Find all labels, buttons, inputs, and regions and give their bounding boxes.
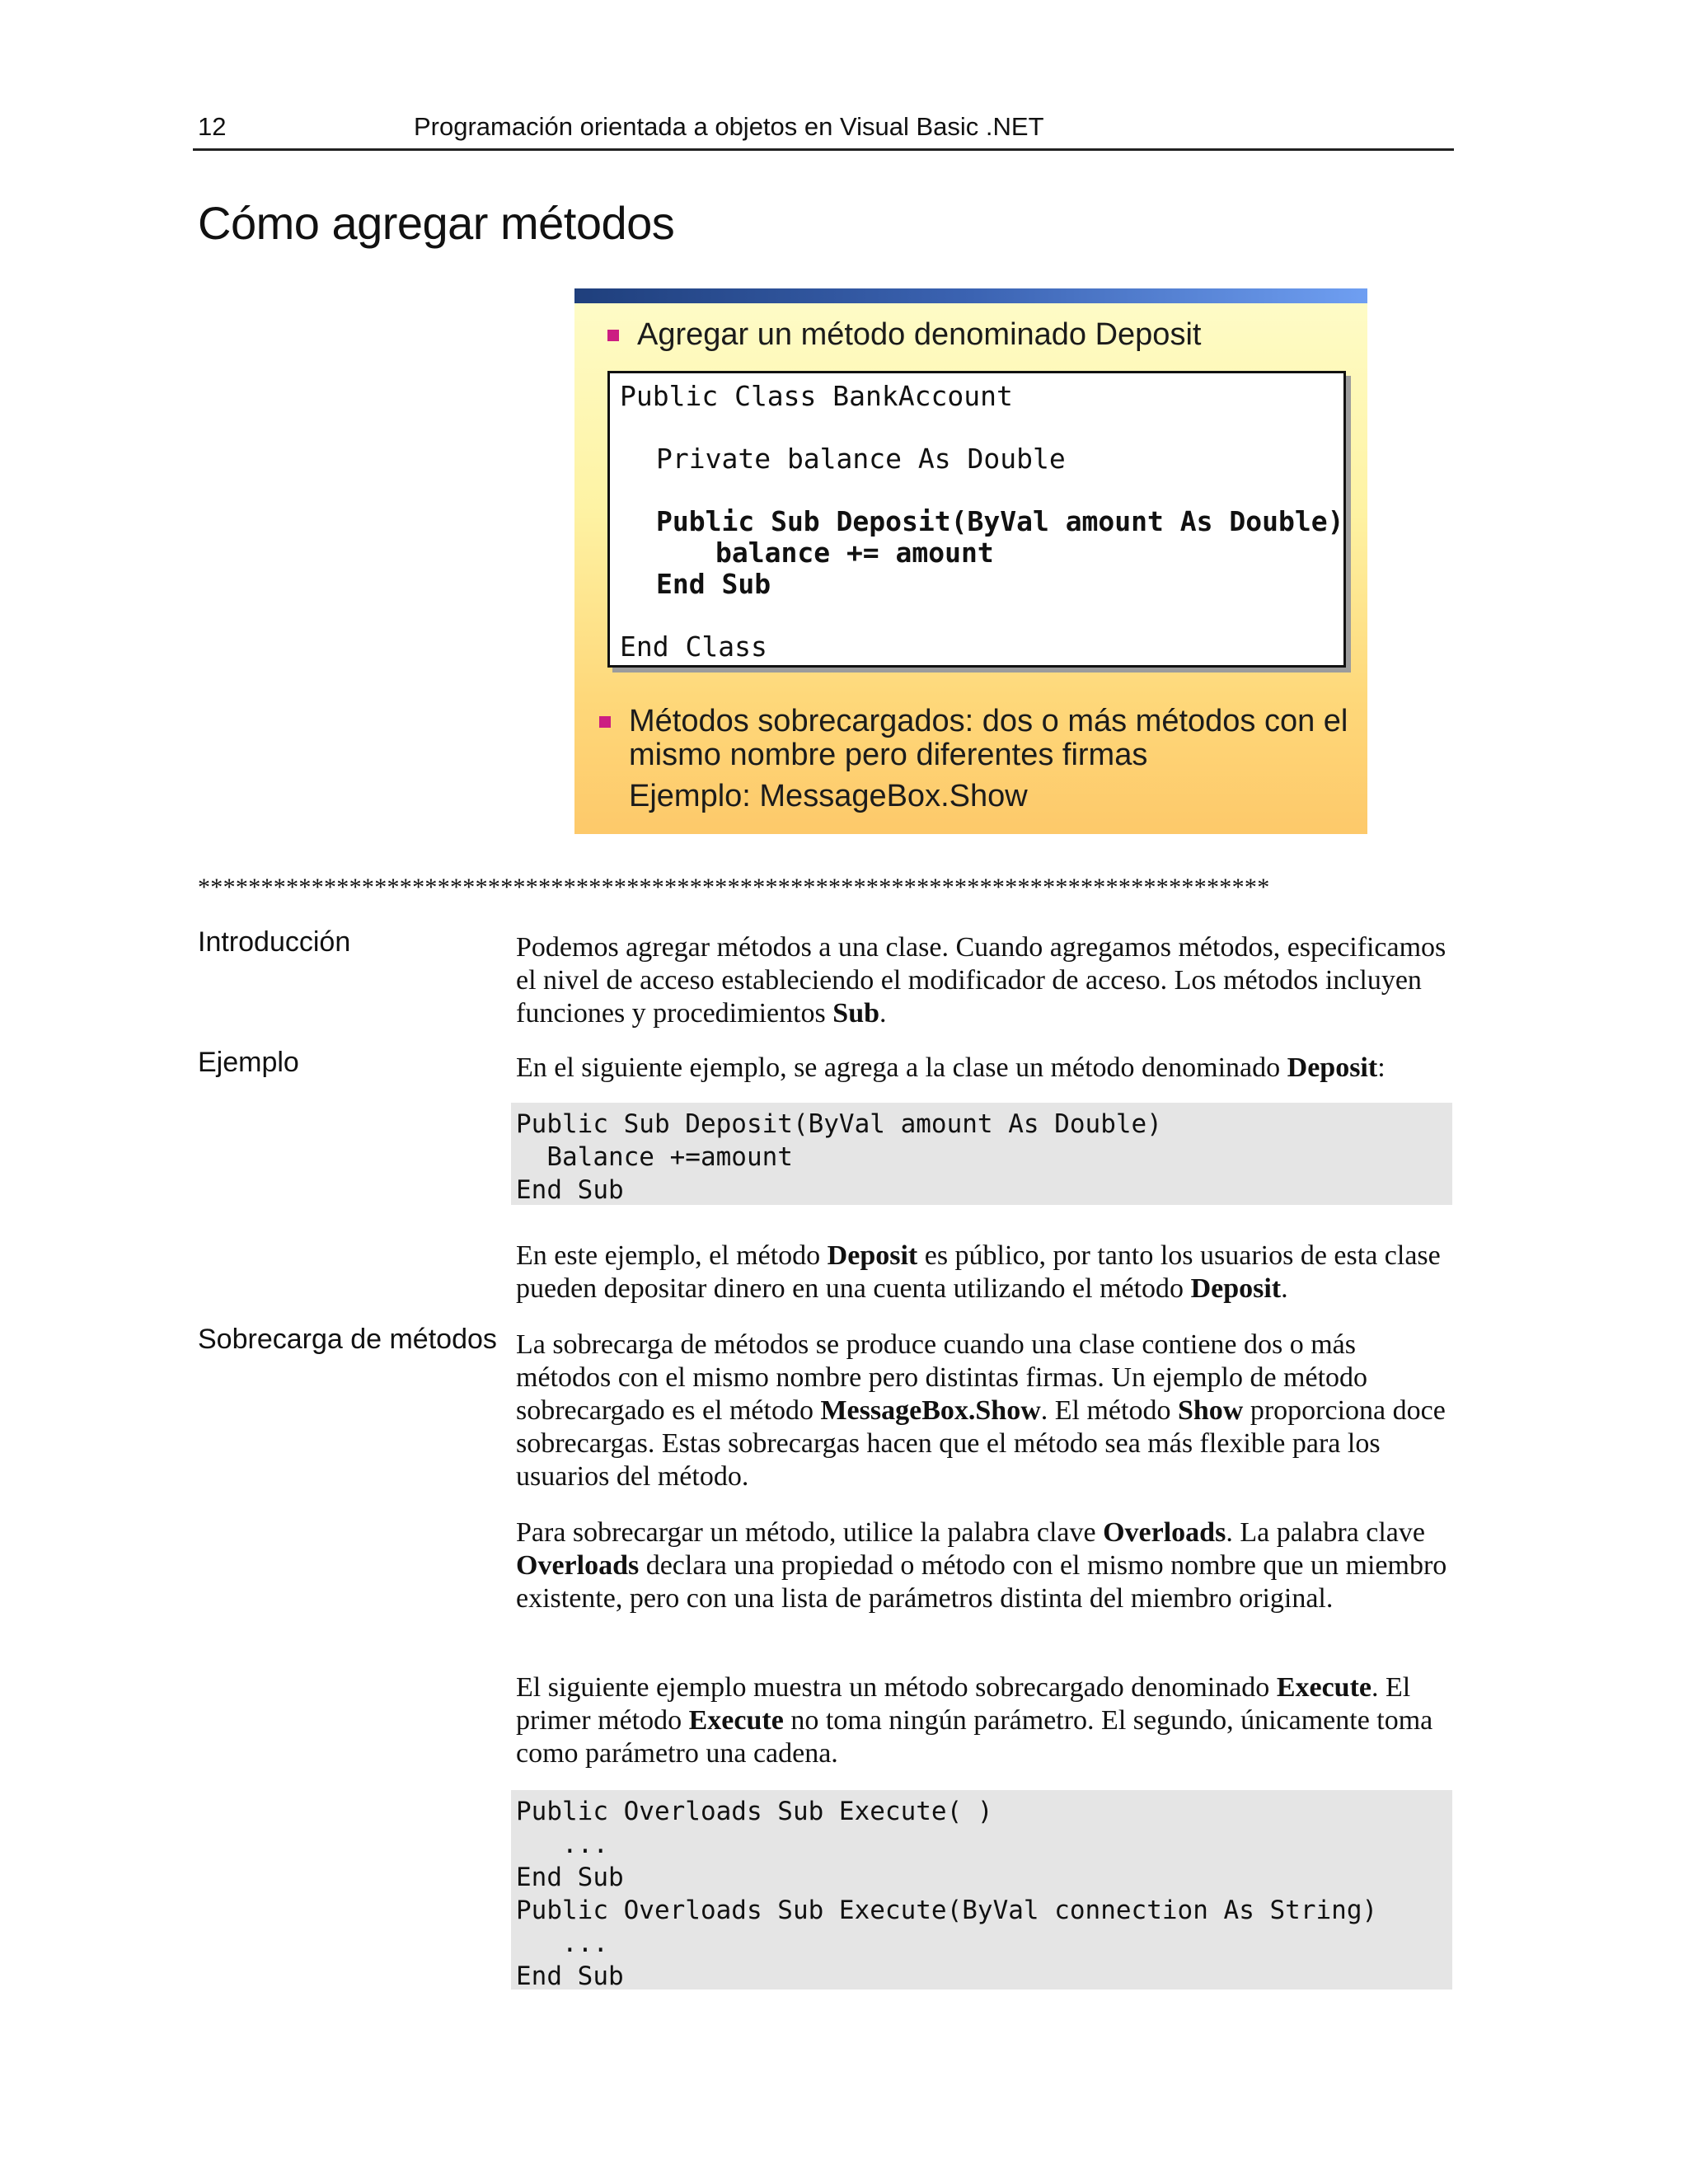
code-line: End Sub — [516, 1175, 624, 1205]
square-bullet-icon — [607, 330, 619, 341]
slide-code-box — [607, 371, 1346, 668]
code-line: End Class — [620, 630, 767, 663]
page-number: 12 — [198, 112, 227, 141]
separator-stars: ************************************************************************************* — [198, 874, 1270, 901]
code-line: End Sub — [516, 1863, 624, 1892]
code-line: balance += amount — [715, 537, 994, 569]
overload-paragraph-1: La sobrecarga de métodos se produce cuando una clase contiene dos o más métodos con el mismo nombre pero distintas firmas. Un ejemplo de método sobrecargado es el método MessageBox.Show. El método Show proporciona doce sobrecargas. Estas sobrecargas hacen que el método sea más flexible para los usuarios del método. — [516, 1329, 1446, 1492]
slide-title-bar — [574, 288, 1367, 303]
slide-bullet-2-line-2: mismo nombre pero diferentes firmas — [629, 738, 1148, 772]
code-line: Balance +=amount — [516, 1142, 793, 1172]
code-line: Public Sub Deposit(ByVal amount As Double) — [516, 1109, 1162, 1139]
square-bullet-icon — [599, 716, 611, 728]
header-rule — [193, 148, 1454, 151]
label-ejemplo: Ejemplo — [198, 1047, 299, 1078]
slide — [574, 288, 1367, 834]
example-paragraph-2: En este ejemplo, el método Deposit es público, por tanto los usuarios de esta clase pueden depositar dinero en una cuenta utilizando el método Deposit. — [516, 1240, 1441, 1304]
code-block-execute — [511, 1790, 1452, 1990]
example-paragraph-1: En el siguiente ejemplo, se agrega a la clase un método denominado Deposit: — [516, 1052, 1386, 1083]
code-line: End Sub — [656, 568, 771, 600]
code-line: ... — [516, 1929, 608, 1958]
code-block-deposit — [511, 1103, 1452, 1205]
code-line: Public Overloads Sub Execute( ) — [516, 1797, 993, 1826]
label-introduccion: Introducción — [198, 926, 351, 958]
slide-bullet-1: Agregar un método denominado Deposit — [637, 317, 1202, 352]
code-line: ... — [516, 1830, 608, 1859]
intro-paragraph: Podemos agregar métodos a una clase. Cuando agregamos métodos, especificamos el nivel de acceso estableciendo el modificador de acceso. Los métodos incluyen funciones y procedimientos Sub. — [516, 932, 1447, 1029]
label-sobrecarga: Sobrecarga de métodos — [198, 1324, 497, 1355]
page-title: Cómo agregar métodos — [198, 197, 675, 249]
code-line: Public Class BankAccount — [620, 380, 1013, 412]
slide-bullet-2-line-1: Métodos sobrecargados: dos o más métodos con el — [629, 704, 1348, 738]
slide-example: Ejemplo: MessageBox.Show — [629, 779, 1028, 813]
overload-paragraph-2: Para sobrecargar un método, utilice la palabra clave Overloads. La palabra clave Overloads declara una propiedad o método con el mismo nombre que un miembro existente, pero con una lista de parámetros distinta del miembro original. — [516, 1517, 1447, 1614]
code-line: Public Sub Deposit(ByVal amount As Double) — [656, 505, 1344, 537]
code-line: Private balance As Double — [656, 443, 1066, 475]
overload-paragraph-3: El siguiente ejemplo muestra un método sobrecargado denominado Execute. El primer método Execute no toma ningún parámetro. El segundo, únicamente toma como parámetro una cadena. — [516, 1672, 1433, 1769]
code-line: Public Overloads Sub Execute(ByVal connection As String) — [516, 1896, 1378, 1925]
code-line: End Sub — [516, 1961, 624, 1991]
running-title: Programación orientada a objetos en Visual Basic .NET — [414, 112, 1044, 141]
